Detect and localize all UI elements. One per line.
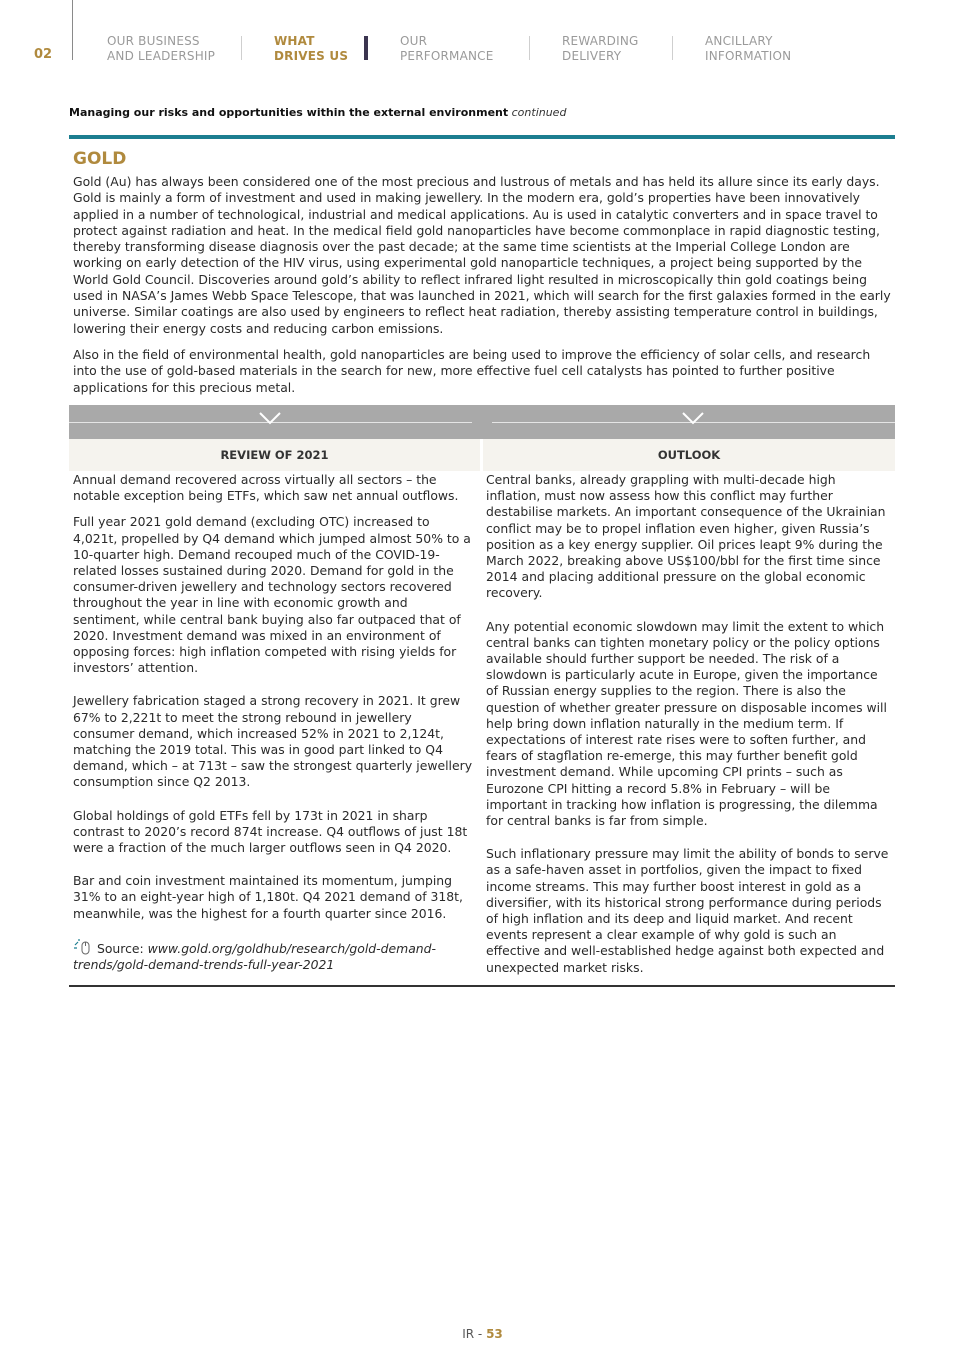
outlook-paragraph: Such inflationary pressure may limit the ability of bonds to serve as a safe-haven asset in portfolios, given the impact to fixed income streams. This may further boost interest in gold as a diversifier, with its historical strong performance during periods of high inflation and its deep and liquid market. And recent events represent a clear example of why gold is such an effective and well-established hedge against both expected and unexpected market risks. [486,846,889,975]
page-footer [0,1327,965,1341]
nav-item-ancillary-information[interactable]: ANCILLARY INFORMATION [705,34,792,63]
breadcrumb-title: Managing our risks and opportunities within the external environment [69,106,509,119]
outlook-paragraph: Any potential economic slowdown may limit the extent to which central banks can tighten monetary policy or the policy options available should further support be needed. The risk of a slowdown is particularly acute in Europe, given the importance of Russian energy supplies to the region. There is also the question of whether greater pressure on disposable incomes will help bring down inflation naturally in the medium term. If expectations of interest rate rises were to soften further, and fears of stagflation re-emerge, this may further benefit gold investment demand. While upcoming CPI prints – such as Eurozone CPI hitting a record 5.8% in February – will be important in tracking how inflation is progressing, the dilemma for central banks is far from simple. [486,618,887,829]
review-paragraph: Annual demand recovered across virtually all sectors – the notable exception being ETFs, which saw net annual outflows. [73,472,459,504]
nav-separator [529,36,530,60]
page-number: 53 [486,1327,503,1341]
breadcrumb [69,106,566,119]
section-rule [69,135,895,139]
review-paragraph: Jewellery fabrication staged a strong recovery in 2021. It grew 67% to 2,221t to meet the strong rebound in jewellery consumer demand, which increased 52% in 2021 to 2,124t, matching the 2019 total. This was in good part linked to Q4 demand, which – at 713t – saw the strongest quarterly jewellery consumption since Q2 2013. [73,693,473,790]
table-bottom-rule [69,985,895,987]
review-column [73,472,473,983]
nav-active-marker [364,36,368,60]
mouse-click-icon [73,939,93,955]
intro-paragraph: Also in the field of environmental health, gold nanoparticles are being used to improve the efficiency of solar cells, and research into the use of gold-based materials in the search for new, more effective fuel cell catalysts has pointed to further positive applications for this precious metal. [73,346,871,395]
chevron-down-icon [682,411,704,425]
review-heading: REVIEW OF 2021 [69,439,480,471]
breadcrumb-continued: continued [511,106,567,119]
review-paragraph: Full year 2021 gold demand (excluding OTC) increased to 4,021t, propelled by Q4 demand which jumped almost 50% to a 10-quarter high. Demand recouped much of the COVID-19-related losses sustained during 2020. Demand for gold in the consumer-driven jewellery and technology sectors recovered throughout the year in line with economic growth and sentiment, while central bank buying also far outpaced that of 2020. Investment demand was mixed in an environment of opposing forces: high inflation competed with rising yields for investors’ attention. [73,514,471,676]
review-paragraph: Bar and coin investment maintained its momentum, jumping 31% to an eight-year high of 1,180t. Q4 2021 demand of 318t, meanwhile, was the highest for a fourth quarter since 2016. [73,873,463,921]
intro-text [73,174,891,406]
source-url[interactable]: www.gold.org/goldhub/research/gold-demand-trends/gold-demand-trends-full-year-2021 [73,940,436,973]
nav-item-our-performance[interactable]: OUR PERFORMANCE [400,34,494,63]
chevron-down-icon [259,411,281,425]
top-navigation [0,0,965,80]
nav-item-rewarding-delivery[interactable]: REWARDING DELIVERY [562,34,639,63]
nav-divider [72,0,73,60]
review-paragraph: Global holdings of gold ETFs fell by 173t in 2021 in sharp contrast to 2020’s record 874t increase. Q4 outflows of just 18t were a fraction of the much larger outflows seen in Q4 2020. [73,807,468,856]
intro-paragraph: Gold (Au) has always been considered one of the most precious and lustrous of metals and has held its allure since its early days. Gold is mainly a form of investment and used in making jewellery. In the modern era, gold’s properties have been innovatively applied in a number of technological, industrial and medical applications. Au is used in catalytic converters and in space travel to protect against radiation and heat. In the medical field gold nanoparticles have become commonplace in rapid diagnostic testing, thereby transforming disease diagnosis over the past decade; at the same time scientists at the Imperial College London are working on early detection of the HIV virus, using experimental gold nanoparticle techniques, a project being supported by the World Gold Council. Discoveries around gold’s ability to reflect infrared light resulted in microscopically thin gold coatings being used in NASA’s James Webb Space Telescope, that was launched in 2021, which will search for the first galaxies formed in the early universe. Similar coatings are also used by engineers to reflect heat radiation, thereby assisting temperature control in buildings, lowering their energy costs and reducing carbon emissions. [73,174,891,336]
outlook-paragraph: Central banks, already grappling with multi-decade high inflation, must now assess how this conflict may further destabilise markets. An important consequence of the Ukrainian conflict may be to propel inflation even higher, given Russia’s position as a key energy supplier. Oil prices leapt 9% during the March 2022, breaking above US$100/bbl for the first time since 2014 and placing additional pressure on the global economic recovery. [486,472,886,601]
source-label: Source: [96,940,144,956]
outlook-heading: OUTLOOK [483,439,895,471]
nav-item-what-drives-us[interactable]: WHAT DRIVES US [274,34,349,63]
nav-separator [672,36,673,60]
section-number: 02 [34,47,53,62]
source-link[interactable] [73,939,473,973]
page-title: GOLD [73,149,127,169]
column-banner [69,405,895,439]
nav-separator [241,36,242,60]
nav-item-our-business[interactable]: OUR BUSINESS AND LEADERSHIP [107,34,216,63]
outlook-column [486,472,890,986]
footer-prefix: IR - [462,1327,487,1341]
